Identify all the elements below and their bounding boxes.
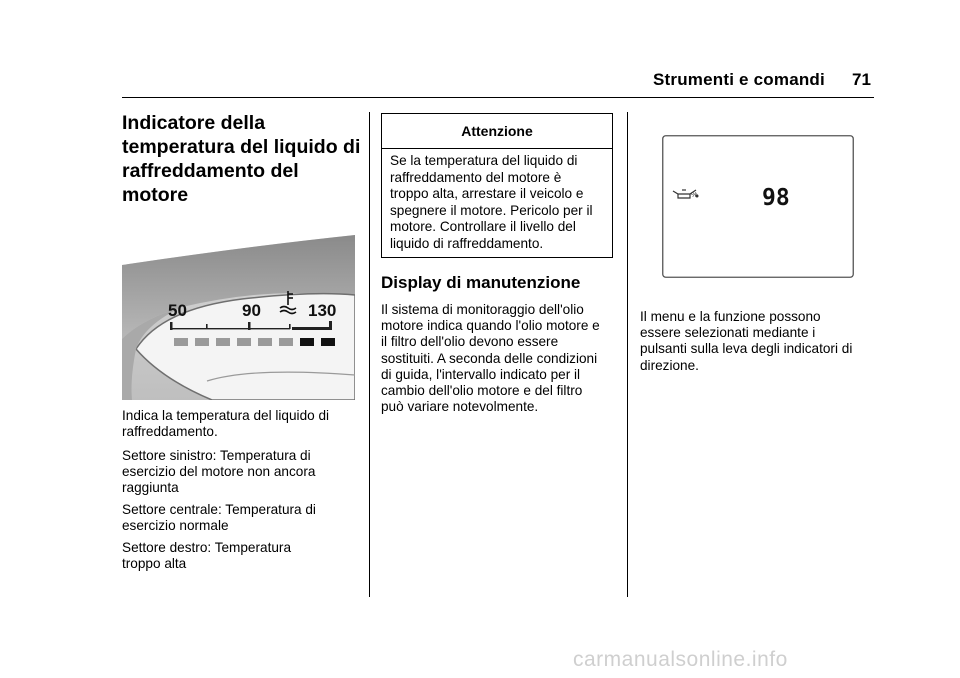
oil-life-display-illustration xyxy=(662,135,854,278)
text-line: pulsanti sulla leva degli indicatori di xyxy=(640,341,853,357)
col1-paragraph-3 xyxy=(122,502,362,534)
text-line: di guida, l'intervallo indicato per il xyxy=(381,366,581,382)
warning-separator xyxy=(382,148,612,149)
text-line: liquido di raffreddamento. xyxy=(390,235,544,251)
watermark: carmanualsonline.info xyxy=(573,648,788,671)
text-line: Settore centrale: Temperatura di xyxy=(122,502,316,517)
running-header-section: Strumenti e comandi xyxy=(653,70,825,89)
text-line: troppo alta xyxy=(122,556,187,572)
text-line: motore indica quando l'olio motore e xyxy=(381,318,600,334)
text-line: Il menu e la funzione possono xyxy=(640,309,821,324)
col1-paragraph-1 xyxy=(122,408,362,440)
gauge-label-50: 50 xyxy=(168,301,187,320)
col2-paragraph xyxy=(381,302,621,415)
text-line: Indica la temperatura del liquido di xyxy=(122,408,330,423)
section-heading-coolant-gauge xyxy=(122,111,362,207)
oil-life-value: 98 xyxy=(762,185,790,211)
warning-text xyxy=(390,153,608,253)
text-line: esercizio normale xyxy=(122,518,229,534)
page-number: 71 xyxy=(852,70,871,89)
gauge-label-130: 130 xyxy=(308,301,337,320)
text-line: cambio dell'olio motore e del filtro xyxy=(381,383,583,399)
text-line: motore. Controllare il livello del xyxy=(390,219,576,235)
text-line: spegnere il motore. Pericolo per il xyxy=(390,202,593,218)
temperature-segment xyxy=(174,338,188,346)
temperature-segment xyxy=(195,338,209,346)
column-divider-1 xyxy=(369,112,370,597)
temperature-segment xyxy=(321,338,335,346)
temperature-segment xyxy=(300,338,314,346)
heading-line: raffreddamento del xyxy=(122,160,299,182)
text-line: essere selezionati mediante i xyxy=(640,325,816,341)
oil-life-unit: % xyxy=(691,190,698,199)
text-line: Settore destro: Temperatura xyxy=(122,540,292,555)
temperature-segment xyxy=(216,338,230,346)
heading-line: motore xyxy=(122,184,189,206)
text-line: raffreddamento. xyxy=(122,424,218,440)
temperature-segment xyxy=(258,338,272,346)
text-line: può variare notevolmente. xyxy=(381,399,539,415)
section-heading-maintenance-display: Display di manutenzione xyxy=(381,273,581,292)
warning-box xyxy=(381,113,613,258)
text-line: il filtro dell'olio devono essere xyxy=(381,334,559,350)
col1-paragraph-4 xyxy=(122,540,362,572)
text-line: direzione. xyxy=(640,357,699,373)
col3-paragraph xyxy=(640,309,880,374)
warning-title: Attenzione xyxy=(461,123,533,139)
text-line: Se la temperatura del liquido di xyxy=(390,153,578,168)
header-rule xyxy=(122,97,874,98)
gauge-label-90: 90 xyxy=(242,301,261,320)
text-line: Settore sinistro: Temperatura di xyxy=(122,448,311,463)
temperature-segment xyxy=(279,338,293,346)
text-line: Il sistema di monitoraggio dell'olio xyxy=(381,302,584,317)
text-line: sostituiti. A seconda delle condizioni xyxy=(381,350,598,366)
heading-line: temperatura del liquido di xyxy=(122,136,361,158)
text-line: troppo alta, arrestare il veicolo e xyxy=(390,186,584,202)
column-divider-2 xyxy=(627,112,628,597)
temperature-segment xyxy=(237,338,251,346)
col1-paragraph-2 xyxy=(122,448,362,497)
text-line: raffreddamento del motore è xyxy=(390,169,562,185)
text-line: esercizio del motore non ancora xyxy=(122,464,316,480)
heading-line: Indicatore della xyxy=(122,112,266,134)
text-line: raggiunta xyxy=(122,480,179,496)
coolant-gauge-illustration xyxy=(122,229,355,400)
